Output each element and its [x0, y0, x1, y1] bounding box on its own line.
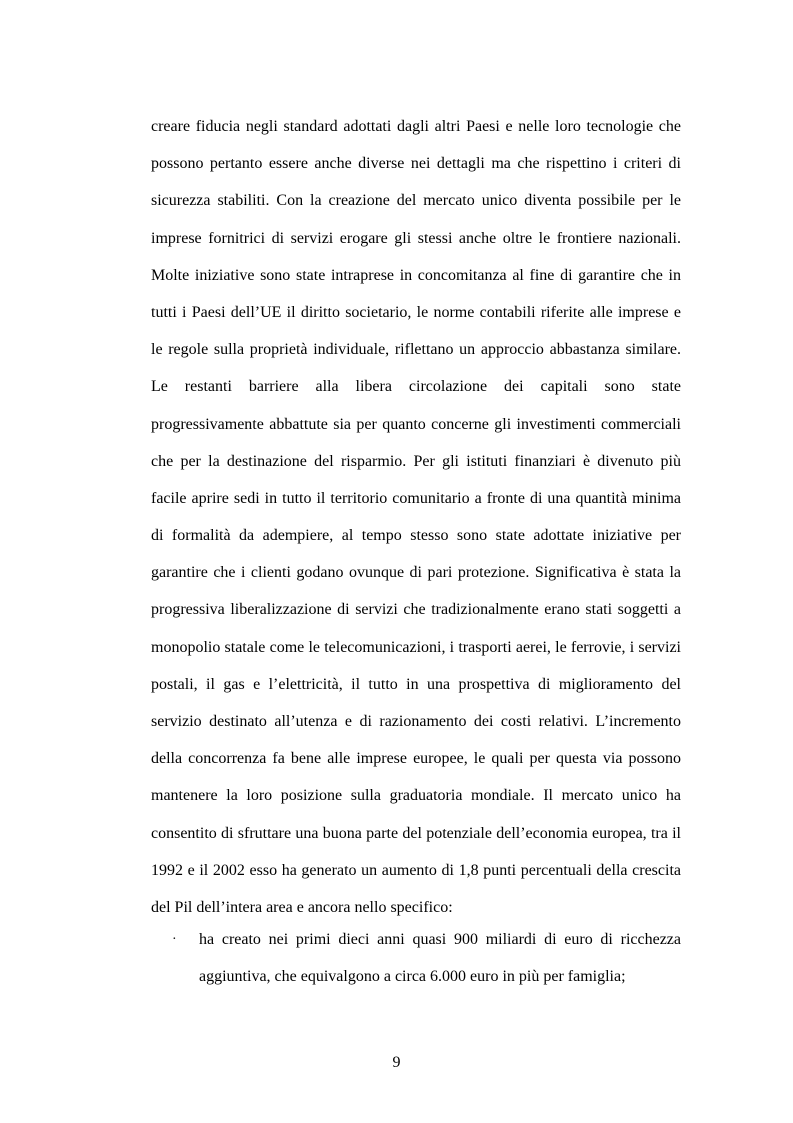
bullet-line: aggiuntiva, che equivalgono a circa 6.000 euro in più per famiglia; [199, 968, 626, 986]
body-line: postali, il gas e l’elettricità, il tutto in una prospettiva di miglioramento del [151, 675, 681, 693]
body-line: progressivamente abbattute sia per quanto concerne gli investimenti commerciali [151, 415, 681, 433]
body-line: servizio destinato all’utenza e di razionamento dei costi relativi. L’incremento [151, 713, 681, 730]
body-line: creare fiducia negli standard adottati dagli altri Paesi e nelle loro tecnologie che [151, 118, 681, 135]
body-line: 1992 e il 2002 esso ha generato un aumento di 1,8 punti percentuali della crescita [151, 861, 681, 879]
body-line: le regole sulla proprietà individuale, riflettano un approccio abbastanza similare. [151, 341, 681, 359]
body-line: di formalità da adempiere, al tempo stesso sono state adottate iniziative per [151, 527, 681, 545]
body-line: che per la destinazione del risparmio. Per gli istituti finanziari è divenuto più [151, 452, 681, 470]
body-line: del Pil dell’intera area e ancora nello specifico: [151, 898, 453, 916]
body-line: Molte iniziative sono state intraprese in concomitanza al fine di garantire che in [151, 266, 681, 284]
body-line: tutti i Paesi dell’UE il diritto societario, le norme contabili riferite alle imprese e [151, 303, 681, 321]
body-line: facile aprire sedi in tutto il territorio comunitario a fronte di una quantità minima [151, 489, 681, 507]
body-line: progressiva liberalizzazione di servizi che tradizionalmente erano stati soggetti a [151, 601, 681, 619]
body-line: monopolio statale come le telecomunicazioni, i trasporti aerei, le ferrovie, i servizi [151, 638, 681, 656]
body-line: possono pertanto essere anche diverse nei dettagli ma che rispettino i criteri di [151, 155, 681, 173]
bullet-line: ha creato nei primi dieci anni quasi 900 miliardi di euro di ricchezza [199, 931, 681, 948]
bullet-text [199, 921, 681, 995]
body-line: imprese fornitrici di servizi erogare gli stessi anche oltre le frontiere nazionali. [151, 229, 681, 247]
body-line: della concorrenza fa bene alle imprese europee, le quali per questa via possono [151, 750, 681, 768]
body-line: mantenere la loro posizione sulla graduatoria mondiale. Il mercato unico ha [151, 787, 681, 805]
bullet-dot-icon: · [172, 932, 177, 947]
page-number: 9 [392, 1054, 401, 1071]
body-paragraph [151, 108, 681, 926]
body-line: garantire che i clienti godano ovunque di pari protezione. Significativa è stata la [151, 564, 681, 582]
body-line: sicurezza stabiliti. Con la creazione del mercato unico diventa possibile per le [151, 192, 681, 210]
body-line: consentito di sfruttare una buona parte del potenziale dell’economia europea, tra il [151, 824, 681, 842]
body-line: Le restanti barriere alla libera circolazione dei capitali sono state [151, 378, 681, 396]
